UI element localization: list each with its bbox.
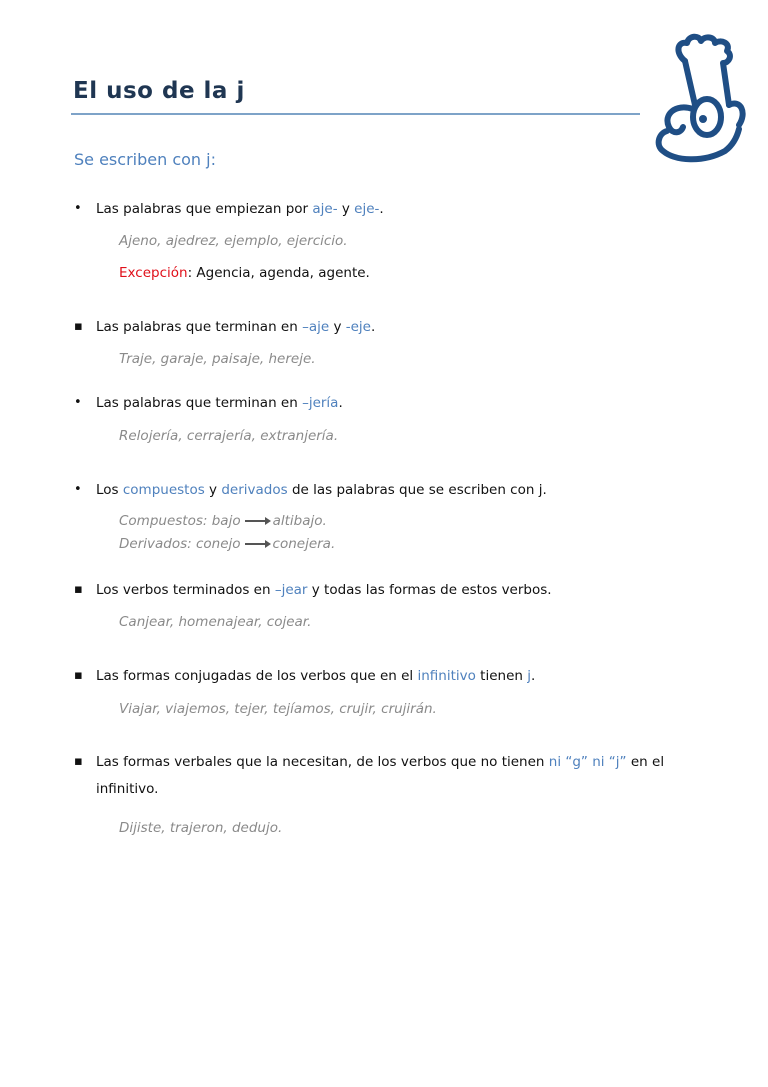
text: tienen bbox=[475, 668, 528, 684]
example-line bbox=[119, 513, 327, 529]
rule-item bbox=[96, 482, 547, 498]
arrow-right-icon bbox=[245, 520, 269, 522]
highlight: j bbox=[527, 668, 532, 684]
highlight: aje- bbox=[312, 201, 338, 217]
highlight: –jería bbox=[302, 395, 339, 411]
example-text: Ajeno, ajedrez, ejemplo, ejercicio. bbox=[119, 233, 348, 249]
rule-item-continuation: infinitivo. bbox=[96, 781, 159, 797]
text: y bbox=[204, 482, 222, 498]
example-text: Relojería, cerrajería, extranjería. bbox=[119, 428, 339, 444]
highlight: -eje bbox=[345, 319, 371, 335]
example-right: conejera. bbox=[272, 536, 336, 552]
example-text: Canjear, homenajear, cojear. bbox=[119, 614, 312, 630]
rule-item bbox=[96, 395, 343, 411]
text: Las palabras que empiezan por bbox=[96, 201, 313, 217]
page-title: El uso de la j bbox=[73, 78, 245, 104]
text: . bbox=[370, 319, 376, 335]
title-divider bbox=[71, 113, 640, 115]
text: . bbox=[531, 668, 536, 684]
example-right: altibajo. bbox=[272, 513, 327, 529]
bullet-icon: • bbox=[74, 482, 82, 497]
bullet-icon: • bbox=[74, 201, 82, 216]
text: y bbox=[337, 201, 355, 217]
text: de las palabras que se escriben con j. bbox=[287, 482, 547, 498]
text: . bbox=[338, 395, 343, 411]
text: Las formas conjugadas de los verbos que en el bbox=[96, 668, 418, 684]
text: . bbox=[379, 201, 384, 217]
text: y bbox=[329, 319, 346, 335]
example-text: Dijiste, trajeron, dedujo. bbox=[119, 820, 283, 836]
rule-item bbox=[96, 668, 535, 684]
highlight: infinitivo bbox=[417, 668, 476, 684]
exception-text: : Agencia, agenda, agente. bbox=[187, 265, 370, 281]
highlight: compuestos bbox=[122, 482, 205, 498]
example-left: Compuestos: bajo bbox=[119, 513, 241, 529]
exception-label: Excepción bbox=[119, 265, 188, 281]
exception-line bbox=[119, 265, 370, 281]
highlight: derivados bbox=[221, 482, 288, 498]
section-subtitle: Se escriben con j: bbox=[74, 150, 216, 169]
highlight: eje- bbox=[354, 201, 380, 217]
rule-item bbox=[96, 319, 375, 335]
example-left: Derivados: conejo bbox=[119, 536, 241, 552]
text: Los bbox=[96, 482, 123, 498]
arrow-right-icon bbox=[245, 543, 269, 545]
text: Las palabras que terminan en bbox=[96, 395, 303, 411]
text: Las formas verbales que la necesitan, de los verbos que no tienen bbox=[96, 754, 549, 770]
highlight: –jear bbox=[274, 582, 308, 598]
highlight: –aje bbox=[302, 319, 330, 335]
text: Los verbos terminados en bbox=[96, 582, 275, 598]
text: Las palabras que terminan en bbox=[96, 319, 303, 335]
text: y todas las formas de estos verbos. bbox=[307, 582, 552, 598]
bullet-icon: • bbox=[74, 395, 82, 410]
bullet-icon: ▪ bbox=[74, 319, 83, 334]
example-text: Traje, garaje, paisaje, hereje. bbox=[119, 351, 316, 367]
text: en el bbox=[626, 754, 665, 770]
highlight: ni “g” ni “j” bbox=[548, 754, 627, 770]
bullet-icon: ▪ bbox=[74, 754, 83, 769]
bullet-icon: ▪ bbox=[74, 668, 83, 683]
cartoon-face-icon bbox=[645, 33, 755, 168]
rule-item bbox=[96, 582, 552, 598]
rule-item bbox=[96, 754, 664, 770]
example-text: Viajar, viajemos, tejer, tejíamos, crujir, crujirán. bbox=[119, 701, 437, 717]
example-line bbox=[119, 536, 335, 552]
bullet-icon: ▪ bbox=[74, 582, 83, 597]
rule-item bbox=[96, 201, 384, 217]
